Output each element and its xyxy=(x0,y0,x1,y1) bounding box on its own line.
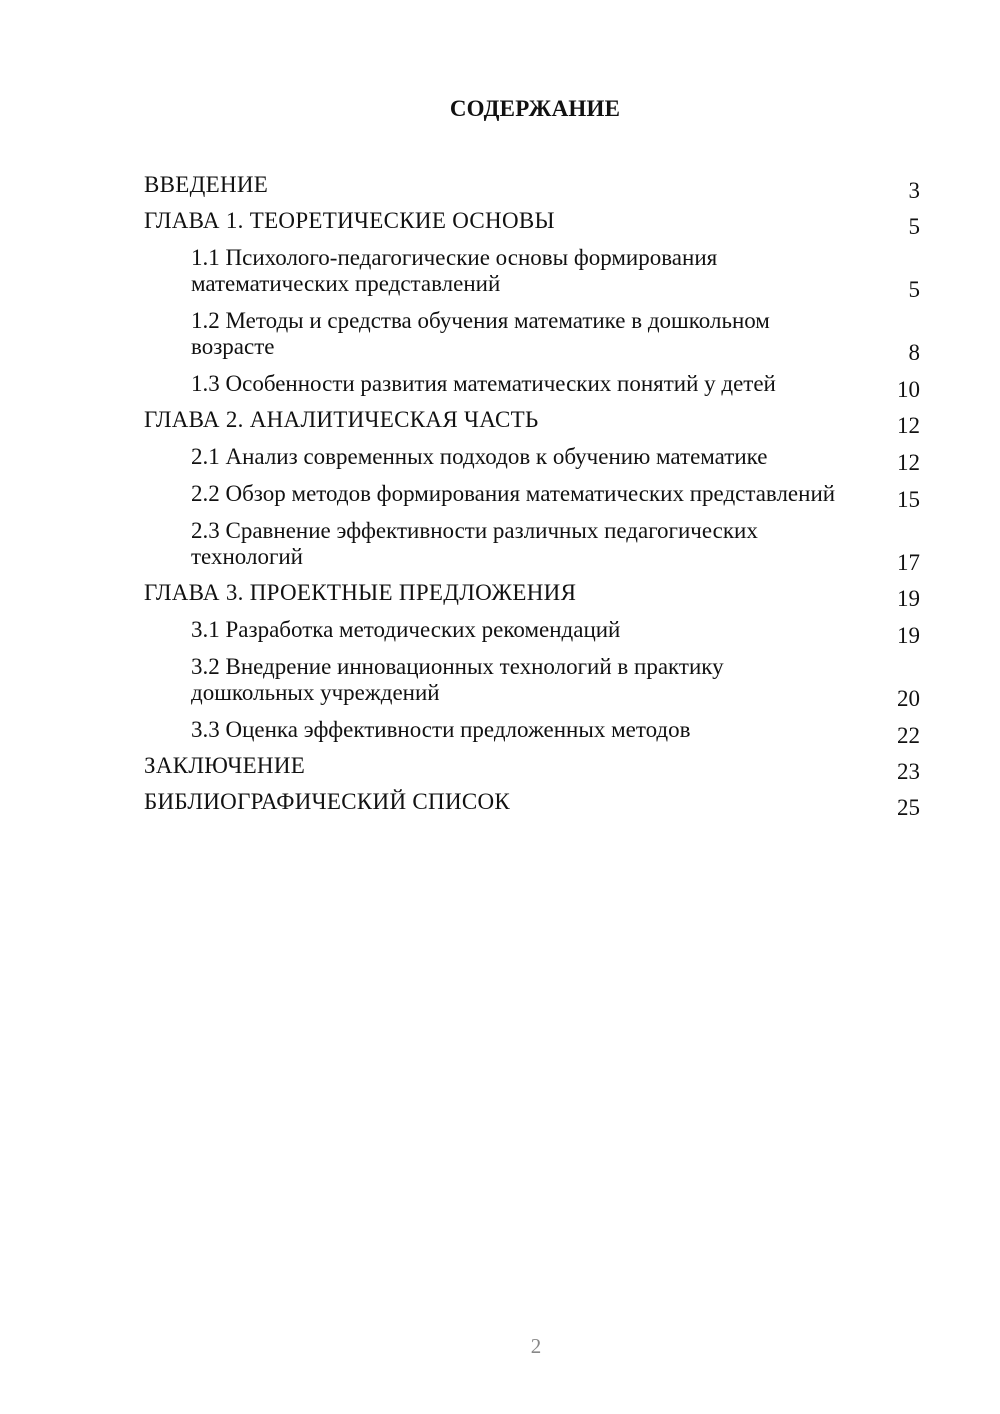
toc-entry-chapter-1[interactable] xyxy=(144,204,920,240)
toc-entry-section-2-1[interactable] xyxy=(144,439,920,476)
toc-entry-title: 1.2 Методы и средства обучения математике в дошкольном возрасте xyxy=(191,308,770,359)
toc-entry-title: 1.3 Особенности развития математических понятий у детей xyxy=(191,371,776,396)
toc-entry-section-3-2[interactable] xyxy=(144,649,920,712)
toc-entry-page: 19 xyxy=(897,586,920,611)
toc-entry-title: ЗАКЛЮЧЕНИЕ xyxy=(144,753,306,778)
toc-entry-chapter-2[interactable] xyxy=(144,403,920,439)
toc-entry-section-1-3[interactable] xyxy=(144,366,920,403)
toc-entry-page: 23 xyxy=(897,759,920,784)
toc-entry-section-2-2[interactable] xyxy=(144,476,920,513)
toc-entry-page: 3 xyxy=(908,178,920,203)
toc-entry-title: 3.3 Оценка эффективности предложенных методов xyxy=(191,717,691,742)
toc-entry-title: ГЛАВА 3. ПРОЕКТНЫЕ ПРЕДЛОЖЕНИЯ xyxy=(144,580,577,605)
toc-entry-section-1-2[interactable] xyxy=(144,303,920,366)
toc-entry-section-3-3[interactable] xyxy=(144,712,920,749)
table-of-contents xyxy=(144,168,920,821)
toc-entry-conclusion[interactable] xyxy=(144,749,920,785)
toc-entry-title: БИБЛИОГРАФИЧЕСКИЙ СПИСОК xyxy=(144,789,511,814)
toc-entry-page: 17 xyxy=(897,550,920,575)
toc-entry-title: ВВЕДЕНИЕ xyxy=(144,172,269,197)
toc-entry-bibliography[interactable] xyxy=(144,785,920,821)
toc-entry-section-1-1[interactable] xyxy=(144,240,920,303)
toc-entry-page: 12 xyxy=(897,450,920,475)
toc-entry-chapter-3[interactable] xyxy=(144,576,920,612)
toc-entry-title: 3.1 Разработка методических рекомендаций xyxy=(191,617,621,642)
toc-entry-section-2-3[interactable] xyxy=(144,513,920,576)
toc-entry-page: 25 xyxy=(897,795,920,820)
toc-entry-page: 22 xyxy=(897,723,920,748)
toc-entry-title: 1.1 Психолого-педагогические основы формирования математических представлений xyxy=(191,245,718,296)
toc-title: СОДЕРЖАНИЕ xyxy=(449,96,621,121)
toc-entry-title: 2.2 Обзор методов формирования математических представлений xyxy=(191,481,836,506)
page-number: 2 xyxy=(530,1334,542,1358)
toc-entry-title: 2.3 Сравнение эффективности различных педагогических технологий xyxy=(191,518,758,569)
toc-entry-page: 19 xyxy=(897,623,920,648)
toc-entry-page: 15 xyxy=(897,487,920,512)
toc-entry-page: 5 xyxy=(908,277,920,302)
toc-entry-page: 8 xyxy=(908,340,920,365)
toc-entry-page: 20 xyxy=(897,686,920,711)
toc-entry-page: 12 xyxy=(897,413,920,438)
toc-entry-title: ГЛАВА 1. ТЕОРЕТИЧЕСКИЕ ОСНОВЫ xyxy=(144,208,555,233)
toc-entry-section-3-1[interactable] xyxy=(144,612,920,649)
toc-entry-title: 2.1 Анализ современных подходов к обучению математике xyxy=(191,444,768,469)
toc-entry-title: 3.2 Внедрение инновационных технологий в практику дошкольных учреждений xyxy=(191,654,724,705)
toc-entry-title: ГЛАВА 2. АНАЛИТИЧЕСКАЯ ЧАСТЬ xyxy=(144,407,539,432)
toc-entry-page: 10 xyxy=(897,377,920,402)
toc-entry-page: 5 xyxy=(908,214,920,239)
toc-entry-introduction[interactable] xyxy=(144,168,920,204)
